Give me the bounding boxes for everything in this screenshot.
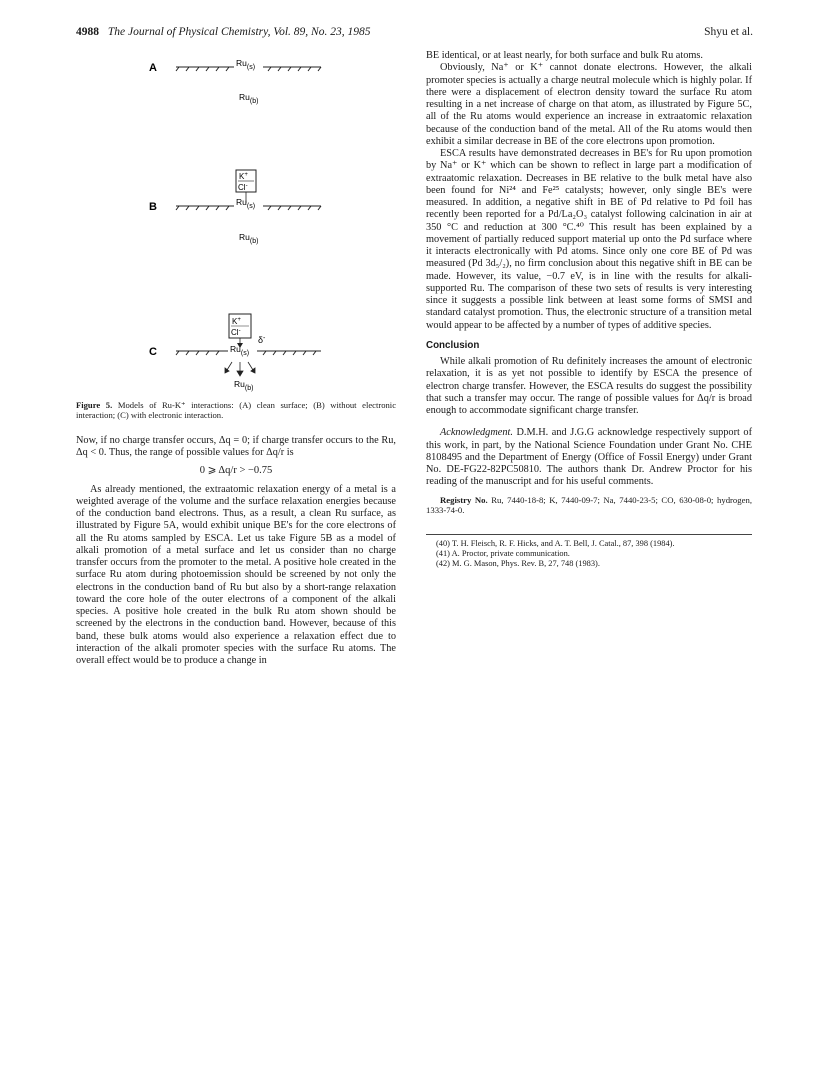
ru-surface-label-b: $Ru_{(s)}$ [236, 197, 256, 210]
reference-item: (41) A. Proctor, private communication. [436, 548, 570, 558]
ru-bulk-label-a: $Ru_{(b)}$ [239, 92, 259, 105]
promoter-box-b [236, 170, 256, 192]
figure-caption-text: Models of Ru-K⁺ interactions: (A) clean surface; (B) without electronic interaction; (C) with electronic interaction. [76, 400, 397, 421]
acknowledgment [426, 427, 752, 488]
registry-text: Ru, 7440-18-8; K, 7440-09-7; Na, 7440-23-5; CO, 630-08-0; hydrogen, 1333-74-0. [426, 494, 752, 516]
figure-caption-lead: Figure 5. [76, 400, 113, 410]
conclusion-text: While alkali promotion of Ru definitely increases the amount of electronic relaxation, it is as yet not possible to identify by ESCA the presence of electron charge transfer. However, the ESCA results do suggest the possibility that such a transfer may occur. The range of possible values for Δq/r is broad enough to accommodate significant charge transfer. [426, 356, 752, 416]
left-paragraph-1: Now, if no charge transfer occurs, Δq = 0; if charge transfer occurs to the Ru, Δq < 0. Thus, the range of possible values for Δq/r is [76, 434, 396, 459]
promoter-box-c [229, 314, 251, 338]
page-number: 4988 [76, 26, 99, 38]
reference-item: (42) M. G. Mason, Phys. Rev. B, 27, 748 (1983). [436, 559, 600, 569]
svg-text:K+: K+ [232, 317, 241, 326]
relaxation-arrows-icon [225, 362, 255, 376]
left-paragraph-2: As already mentioned, the extraatomic relaxation energy of a metal is a weighted average of the volume and the surface relaxation energies because of the conduction band electrons. Thus, as a result, a clean Ru surface, as illustrated by Figure 5A, would exhibit unique BE's for the core electrons of all the Ru atoms sampled by ESCA. Let us take Figure 5B as a model of alkali promotion of a metal surface and let us consider than no charge transfer occurs from the promoter to the metal. A positive hole created in the surface Ru atom during photoemission should be screened by not only the electrons in the conduction band of Ru but also by a short-range relaxation toward the core hole of the outer electrons of a component of the alkali species. A positive hole created in the bulk Ru atom shown should be screened by the electrons in the conduction band. However, because of this band, these bulk atoms would also experience a relaxation effect due to interaction of the alkali promoter species with the surface Ru atoms. The overall effect would be to produce a change in [76, 483, 396, 667]
equation-1: 0 ⩾ Δq/r > −0.75 [199, 465, 273, 477]
ru-bulk-label-c: $Ru_{(b)}$ [234, 379, 254, 392]
conclusion-heading: Conclusion [426, 339, 480, 351]
figure-5-drawing [76, 50, 396, 400]
acknowledgment-text: D.M.H. and J.G.G acknowledge respectively support of this work, in part, by the National Science Foundation under Grant No. CHE 8108495 and the Department of Energy (Office of Fossil Energy) under Grant No. DE-FG22-82PC50810. The authors thank Dr. Andrew Proctor for his reading of the manuscript and for his useful comments. [426, 427, 753, 488]
reference-item: (40) T. H. Fleisch, R. F. Hicks, and A. T. Bell, J. Catal., 87, 398 (1984). [436, 538, 675, 548]
right-paragraph-2: Obviously, Na⁺ or K⁺ cannot donate electrons. However, the alkali promoter species is actually a charge neutral molecule which is highly polar. If there were a displacement of electron density toward the surface Ru atom resulting in a net increase of charge on that atom, as illustrated by Figure 5C, all of the Ru atoms would experience an increase in extraatomic relaxation because of the conduction band of the metal. All of the Ru atoms would then exhibit a similar decrease in BE of the core electrons upon promotion. [426, 62, 752, 147]
right-paragraph-3: ESCA results have demonstrated decreases in BE's for Ru upon promotion by Na⁺ or K⁺ which can be shown to reflect in large part a modification of extraatomic relaxation. Decreases in BE relative to the bulk metal have also been found for Ni²⁴ and Fe²⁵ catalysts; however, only single BE's were measured. In addition, a negative shift in BE of Pd relative to Pd foil has recently been reported for a Pd/La₂O₃ catalyst following calcination in air at 350 °C and reduction at 300 °C.⁴⁰ This result has been explained by a movement of partially reduced support material up onto the Pd surface where it interacts electronically with Pd atoms. Since only one core BE of Pd was measured (Pd 3d₅/₂), no firm conclusion about this negative shift in BE can be made. However, its value, −0.7 eV, is in line with the results for alkali-supported Ru. The comparison of these two sets of results is very interesting since it suggests a possible link between at least some forms of SMSI and standard catalyst promotion. Thus, the electronic structure of a transition metal would appear to be affected by a number of types of additive species. [426, 148, 752, 331]
svg-text:Cl-: Cl- [231, 328, 241, 337]
running-authors: Shyu et al. [704, 26, 753, 38]
references-list [426, 534, 752, 570]
svg-text:Cl-: Cl- [238, 183, 248, 192]
ru-surface-label-c: $Ru_{(s)}$ [230, 344, 250, 357]
figure-caption [76, 400, 396, 421]
ru-bulk-label-b: $Ru_{(b)}$ [239, 232, 259, 245]
registry-numbers [426, 495, 752, 516]
registry-lead: Registry No. [440, 494, 488, 505]
panel-label-b: B [149, 201, 157, 213]
left-column [76, 50, 396, 667]
ru-surface-label-a: $Ru_{(s)}$ [236, 58, 256, 71]
acknowledgment-lead: Acknowledgment. [440, 427, 513, 439]
delta-charge-label: δ- [258, 335, 266, 345]
panel-label-a: A [149, 62, 157, 74]
right-paragraph-1: BE identical, or at least nearly, for both surface and bulk Ru atoms. [426, 50, 703, 61]
running-head [76, 26, 753, 42]
panel-label-c: C [149, 346, 157, 358]
svg-text:K+: K+ [239, 172, 248, 181]
right-column [426, 50, 752, 569]
journal-title: The Journal of Physical Chemistry, Vol. 89, No. 23, 1985 [107, 26, 371, 38]
figure-5 [76, 50, 396, 400]
